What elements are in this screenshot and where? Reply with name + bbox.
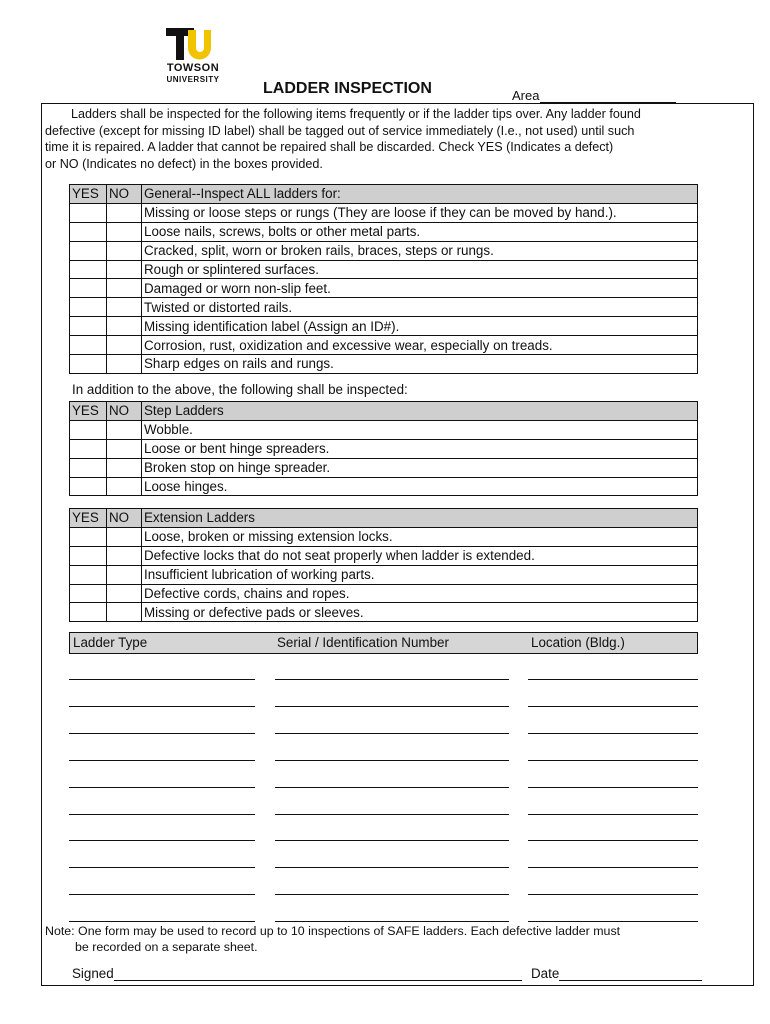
step-ladders-table	[69, 401, 698, 496]
serial-number-line[interactable]	[275, 733, 509, 734]
yes-checkbox[interactable]	[70, 241, 107, 260]
serial-number-line[interactable]	[275, 679, 509, 680]
no-checkbox[interactable]	[107, 420, 142, 439]
ladder-type-line[interactable]	[69, 706, 255, 707]
logo-line-university: UNIVERSITY	[166, 75, 220, 84]
date-label: Date	[531, 966, 560, 981]
intro-line: defective (except for missing ID label) shall be tagged out of service immediately (I.e., not used) until such	[45, 123, 635, 138]
additional-inspection-text: In addition to the above, the following shall be inspected:	[72, 382, 408, 397]
serial-number-line[interactable]	[275, 867, 509, 868]
checklist-row	[70, 546, 698, 565]
section-heading-extension-ladders: Extension Ladders	[142, 509, 698, 528]
signature-field[interactable]	[72, 966, 522, 981]
col-serial-number: Serial / Identification Number	[277, 635, 449, 650]
no-column-header: NO	[107, 185, 142, 204]
table-header-row	[70, 402, 698, 421]
no-checkbox[interactable]	[107, 279, 142, 298]
serial-number-line[interactable]	[275, 921, 509, 922]
no-checkbox[interactable]	[107, 477, 142, 496]
date-field[interactable]	[531, 966, 702, 981]
ladder-type-line[interactable]	[69, 787, 255, 788]
note-text	[45, 923, 725, 955]
no-checkbox[interactable]	[107, 203, 142, 222]
checklist-row	[70, 420, 698, 439]
serial-number-line[interactable]	[275, 706, 509, 707]
checklist-item: Defective cords, chains and ropes.	[142, 584, 698, 603]
no-checkbox[interactable]	[107, 603, 142, 622]
checklist-item: Defective locks that do not seat properly when ladder is extended.	[142, 546, 698, 565]
intro-line: time it is repaired. A ladder that cannot be repaired shall be discarded. Check YES (Indicates a defect)	[45, 140, 614, 155]
yes-checkbox[interactable]	[70, 336, 107, 355]
location-line[interactable]	[528, 733, 698, 734]
ladder-type-line[interactable]	[69, 733, 255, 734]
no-checkbox[interactable]	[107, 584, 142, 603]
yes-checkbox[interactable]	[70, 203, 107, 222]
col-location: Location (Bldg.)	[531, 635, 625, 650]
no-checkbox[interactable]	[107, 565, 142, 584]
table-header-row	[70, 185, 698, 204]
yes-checkbox[interactable]	[70, 317, 107, 336]
yes-checkbox[interactable]	[70, 420, 107, 439]
checklist-item: Cracked, split, worn or broken rails, braces, steps or rungs.	[142, 241, 698, 260]
tu-logo-mark-icon	[164, 26, 212, 62]
intro-paragraph	[45, 106, 715, 173]
ladder-type-line[interactable]	[69, 894, 255, 895]
location-line[interactable]	[528, 787, 698, 788]
yes-checkbox[interactable]	[70, 546, 107, 565]
checklist-row	[70, 439, 698, 458]
checklist-item: Missing or loose steps or rungs (They are loose if they can be moved by hand.).	[142, 203, 698, 222]
checklist-item: Loose or bent hinge spreaders.	[142, 439, 698, 458]
checklist-item: Corrosion, rust, oxidization and excessive wear, especially on treads.	[142, 336, 698, 355]
area-blank-line[interactable]	[540, 90, 676, 103]
checklist-item: Twisted or distorted rails.	[142, 298, 698, 317]
no-checkbox[interactable]	[107, 222, 142, 241]
checklist-item: Missing or defective pads or sleeves.	[142, 603, 698, 622]
checklist-row	[70, 279, 698, 298]
checklist-item: Broken stop on hinge spreader.	[142, 458, 698, 477]
checklist-row	[70, 527, 698, 546]
location-line[interactable]	[528, 814, 698, 815]
no-checkbox[interactable]	[107, 260, 142, 279]
yes-column-header: YES	[70, 402, 107, 421]
checklist-item: Rough or splintered surfaces.	[142, 260, 698, 279]
checklist-item: Loose, broken or missing extension locks.	[142, 527, 698, 546]
no-checkbox[interactable]	[107, 355, 142, 374]
ladder-log-header	[69, 632, 698, 654]
ladder-type-line[interactable]	[69, 867, 255, 868]
ladder-type-line[interactable]	[69, 760, 255, 761]
section-heading-step-ladders: Step Ladders	[142, 402, 698, 421]
serial-number-line[interactable]	[275, 760, 509, 761]
yes-checkbox[interactable]	[70, 439, 107, 458]
no-checkbox[interactable]	[107, 458, 142, 477]
checklist-item: Missing identification label (Assign an ID#).	[142, 317, 698, 336]
yes-checkbox[interactable]	[70, 477, 107, 496]
yes-checkbox[interactable]	[70, 584, 107, 603]
location-line[interactable]	[528, 760, 698, 761]
checklist-row	[70, 584, 698, 603]
yes-checkbox[interactable]	[70, 565, 107, 584]
yes-checkbox[interactable]	[70, 279, 107, 298]
area-label: Area	[512, 88, 540, 103]
checklist-row	[70, 458, 698, 477]
location-line[interactable]	[528, 894, 698, 895]
checklist-row	[70, 241, 698, 260]
page-title: LADDER INSPECTION	[263, 80, 432, 97]
intro-line: or NO (Indicates no defect) in the boxes provided.	[45, 157, 323, 172]
checklist-row	[70, 203, 698, 222]
date-line[interactable]	[559, 966, 702, 981]
yes-checkbox[interactable]	[70, 298, 107, 317]
no-checkbox[interactable]	[107, 336, 142, 355]
table-header-row	[70, 509, 698, 528]
intro-line: Ladders shall be inspected for the following items frequently or if the ladder tips over. Any ladder found	[71, 107, 641, 121]
location-line[interactable]	[528, 706, 698, 707]
note-line: be recorded on a separate sheet.	[75, 940, 258, 954]
serial-number-line[interactable]	[275, 787, 509, 788]
general-checklist-table	[69, 184, 698, 374]
checklist-row	[70, 336, 698, 355]
no-checkbox[interactable]	[107, 546, 142, 565]
area-field[interactable]	[512, 88, 676, 103]
location-line[interactable]	[528, 867, 698, 868]
checklist-row	[70, 260, 698, 279]
location-line[interactable]	[528, 840, 698, 841]
serial-number-line[interactable]	[275, 840, 509, 841]
checklist-item: Damaged or worn non-slip feet.	[142, 279, 698, 298]
ladder-type-line[interactable]	[69, 814, 255, 815]
towson-logo	[158, 26, 230, 88]
yes-checkbox[interactable]	[70, 603, 107, 622]
yes-column-header: YES	[70, 185, 107, 204]
checklist-row	[70, 603, 698, 622]
no-checkbox[interactable]	[107, 241, 142, 260]
checklist-row	[70, 565, 698, 584]
location-line[interactable]	[528, 921, 698, 922]
checklist-item: Loose hinges.	[142, 477, 698, 496]
checklist-row	[70, 298, 698, 317]
no-checkbox[interactable]	[107, 298, 142, 317]
checklist-item: Sharp edges on rails and rungs.	[142, 355, 698, 374]
yes-checkbox[interactable]	[70, 260, 107, 279]
checklist-row	[70, 317, 698, 336]
col-ladder-type: Ladder Type	[73, 635, 148, 650]
logo-line-towson: TOWSON	[166, 62, 220, 74]
no-column-header: NO	[107, 402, 142, 421]
yes-checkbox[interactable]	[70, 527, 107, 546]
location-line[interactable]	[528, 679, 698, 680]
yes-checkbox[interactable]	[70, 458, 107, 477]
yes-checkbox[interactable]	[70, 355, 107, 374]
checklist-item: Loose nails, screws, bolts or other metal parts.	[142, 222, 698, 241]
signed-label: Signed	[72, 966, 114, 981]
signature-line[interactable]	[114, 966, 522, 981]
ladder-type-line[interactable]	[69, 840, 255, 841]
no-checkbox[interactable]	[107, 527, 142, 546]
ladder-type-line[interactable]	[69, 679, 255, 680]
yes-column-header: YES	[70, 509, 107, 528]
serial-number-line[interactable]	[275, 814, 509, 815]
checklist-row	[70, 477, 698, 496]
checklist-item: Wobble.	[142, 420, 698, 439]
checklist-row	[70, 222, 698, 241]
no-checkbox[interactable]	[107, 317, 142, 336]
extension-ladders-table	[69, 508, 698, 622]
no-column-header: NO	[107, 509, 142, 528]
note-line: Note: One form may be used to record up to 10 inspections of SAFE ladders. Each defective ladder must	[45, 924, 621, 938]
ladder-type-line[interactable]	[69, 921, 255, 922]
section-heading-general: General--Inspect ALL ladders for:	[142, 185, 698, 204]
serial-number-line[interactable]	[275, 894, 509, 895]
checklist-item: Insufficient lubrication of working parts.	[142, 565, 698, 584]
yes-checkbox[interactable]	[70, 222, 107, 241]
no-checkbox[interactable]	[107, 439, 142, 458]
checklist-row	[70, 355, 698, 374]
